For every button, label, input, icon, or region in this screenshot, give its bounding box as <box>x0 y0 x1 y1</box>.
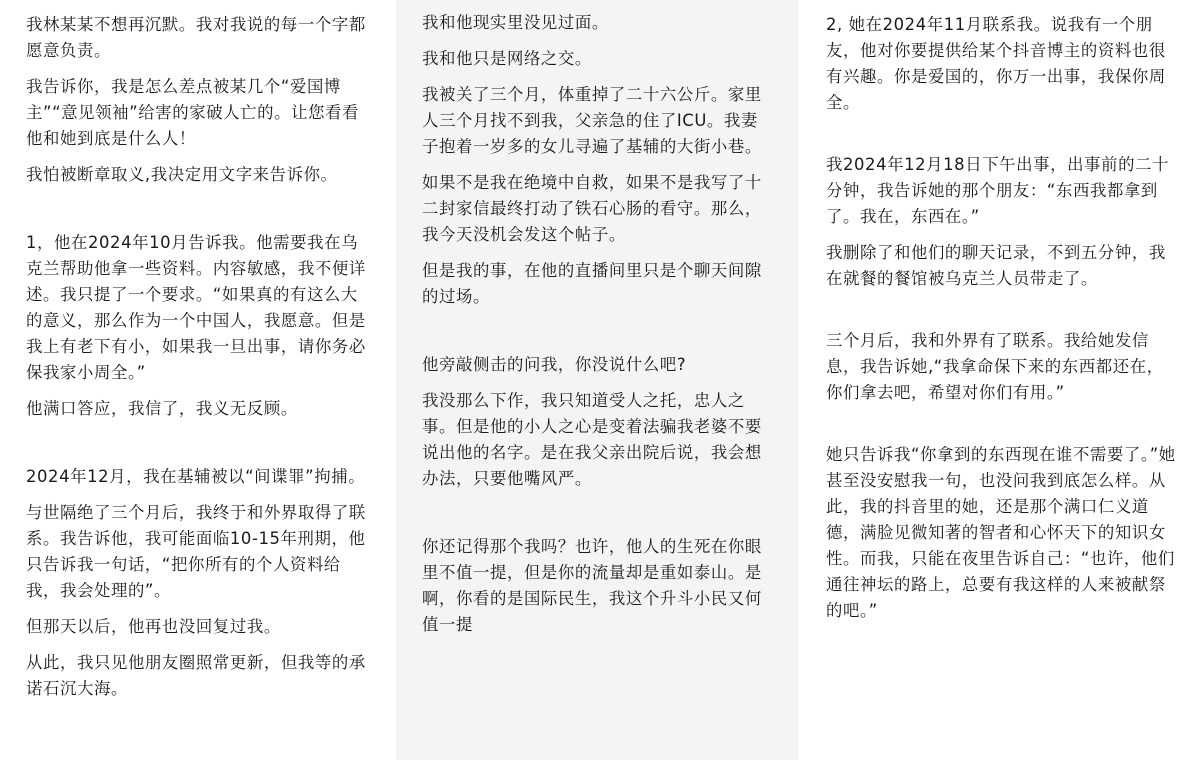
paragraph: 我怕被断章取义,我决定用文字来告诉你。 <box>26 165 338 184</box>
text-column-middle <box>396 0 798 760</box>
paragraph: 我和他只是网络之交。 <box>422 49 592 68</box>
paragraph: 她只告诉我“你拿到的东西现在谁不需要了。”她甚至没安慰我一句，也没问我到底怎么样。从此，我的抖音里的她，还是那个满口仁义道德，满脸见微知著的智者和心怀天下的知识女性。而我，只能在夜里告诉自己：“也许，他们通往神坛的路上，总要有我这样的人来被献祭的吧。” <box>826 445 1176 620</box>
paragraph: 我和他现实里没见过面。 <box>422 13 609 32</box>
paragraph: 但那天以后，他再也没回复过我。 <box>26 617 281 636</box>
paragraph: 我林某某不想再沉默。我对我说的每一个字都愿意负责。 <box>26 15 366 60</box>
paragraph: 1，他在2024年10月告诉我。他需要我在乌克兰帮助他拿一些资料。内容敏感，我不便详述。我只提了一个要求。“如果真的有这么大的意义，那么作为一个中国人，我愿意。但是我上有老下有小，如果我一旦出事，请你务必保我家小周全。” <box>26 233 366 382</box>
paragraph: 2, 她在2024年11月联系我。说我有一个朋友，他对你要提供给某个抖音博主的资料也很有兴趣。你是爱国的，你万一出事，我保你周全。 <box>826 15 1166 112</box>
paragraph: 我2024年12月18日下午出事，出事前的二十分钟，我告诉她的那个朋友：“东西我都拿到了。我在，东西在。” <box>826 155 1170 226</box>
paragraph: 如果不是我在绝境中自救，如果不是我写了十二封家信最终打动了铁石心肠的看守。那么，我今天没机会发这个帖子。 <box>422 173 762 244</box>
paragraph: 三个月后，我和外界有了联系。我给她发信息，我告诉她,“我拿命保下来的东西都还在，你们拿去吧，希望对你们有用。” <box>826 331 1164 402</box>
paragraph: 我没那么下作，我只知道受人之托，忠人之事。但是他的小人之心是变着法骗我老婆不要说出他的名字。是在我父亲出院后说，我会想办法，只要他嘴风严。 <box>422 391 762 488</box>
paragraph: 你还记得那个我吗？也许，他人的生死在你眼里不值一提，但是你的流量却是重如泰山。是啊，你看的是国际民生，我这个升斗小民又何值一提 <box>422 537 762 634</box>
paragraph: 他满口答应，我信了，我义无反顾。 <box>26 399 298 418</box>
paragraph: 他旁敲侧击的问我，你没说什么吧? <box>422 355 687 374</box>
paragraph: 2024年12月，我在基辅被以“间谍罪”拘捕。 <box>26 467 366 486</box>
paragraph: 我被关了三个月，体重掉了二十六公斤。家里人三个月找不到我，父亲急的住了ICU。我妻子抱着一岁多的女儿寻遍了基辅的大街小巷。 <box>422 85 762 156</box>
paragraph: 从此，我只见他朋友圈照常更新，但我等的承诺石沉大海。 <box>26 653 366 698</box>
text-column-left <box>0 0 396 760</box>
paragraph: 与世隔绝了三个月后，我终于和外界取得了联系。我告诉他，我可能面临10-15年刑期，他只告诉我一句话，“把你所有的个人资料给我，我会处理的”。 <box>26 503 366 600</box>
text-column-right <box>798 0 1200 760</box>
paragraph: 我删除了和他们的聊天记录，不到五分钟，我在就餐的餐馆被乌克兰人员带走了。 <box>826 243 1166 288</box>
paragraph: 我告诉你，我是怎么差点被某几个“爱国博主”“意见领袖”给害的家破人亡的。让您看看他和她到底是什么人！ <box>26 77 360 148</box>
paragraph: 但是我的事，在他的直播间里只是个聊天间隙的过场。 <box>422 261 762 306</box>
